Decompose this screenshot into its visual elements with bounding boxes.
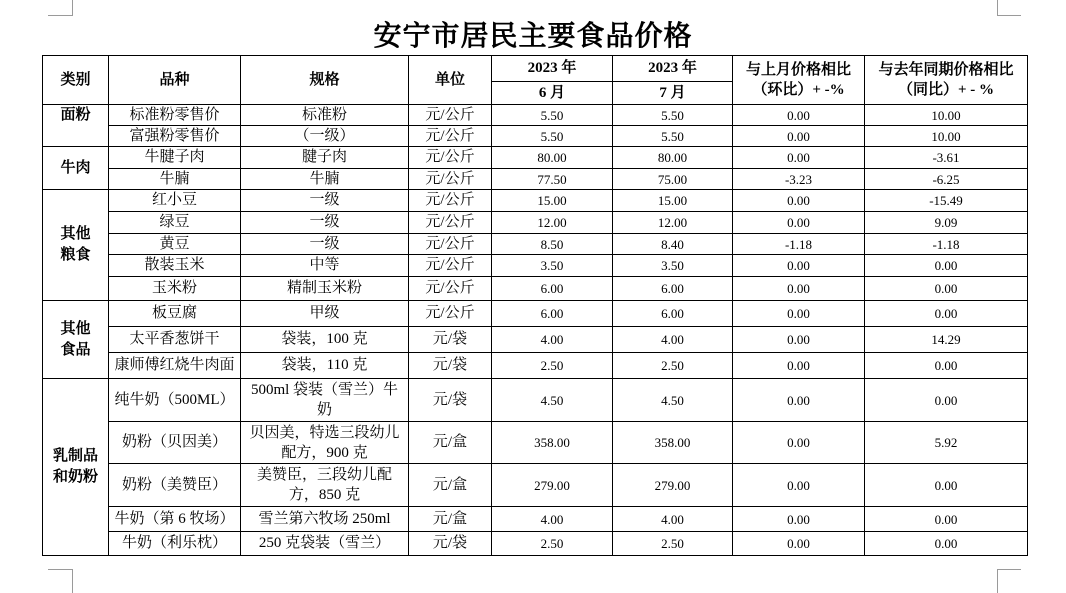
table-row bbox=[43, 379, 1028, 422]
cell-variety: 纯牛奶（500ML） bbox=[109, 379, 241, 422]
category-label: 其他 bbox=[60, 226, 91, 242]
cell-july-price: 75.00 bbox=[613, 169, 733, 190]
table-row bbox=[43, 105, 1028, 126]
cell-mom-change: 0.00 bbox=[733, 190, 865, 212]
cell-unit: 元/盒 bbox=[409, 422, 492, 464]
category-label: 乳制品 bbox=[52, 448, 98, 464]
cell-july-price: 5.50 bbox=[613, 126, 733, 147]
cell-yoy-change: -3.61 bbox=[865, 147, 1028, 169]
cell-mom-change: 0.00 bbox=[733, 464, 865, 507]
cell-june-price: 4.00 bbox=[492, 327, 613, 353]
header-june-year: 2023 年 bbox=[492, 56, 613, 82]
cell-spec: 腱子肉 bbox=[241, 147, 409, 169]
cell-july-price: 358.00 bbox=[613, 422, 733, 464]
header-variety: 品种 bbox=[109, 56, 241, 105]
cell-july-price: 2.50 bbox=[613, 353, 733, 379]
cell-june-price: 8.50 bbox=[492, 234, 613, 255]
cell-yoy-change: -15.49 bbox=[865, 190, 1028, 212]
table-row bbox=[43, 301, 1028, 327]
cell-spec: 美赞臣，三段幼儿配方，850 克 bbox=[241, 464, 409, 507]
cell-june-price: 2.50 bbox=[492, 353, 613, 379]
cell-mom-change: 0.00 bbox=[733, 105, 865, 126]
table-row bbox=[43, 126, 1028, 147]
cell-variety: 奶粉（贝因美） bbox=[109, 422, 241, 464]
cell-spec: 500ml 袋装（雪兰）牛奶 bbox=[241, 379, 409, 422]
crop-mark-top-left-horizontal bbox=[48, 15, 72, 16]
cell-unit: 元/公斤 bbox=[409, 126, 492, 147]
cell-variety: 牛奶（利乐枕） bbox=[109, 532, 241, 556]
header-mom-line-2: （环比）+ -% bbox=[752, 82, 845, 98]
cell-june-price: 15.00 bbox=[492, 190, 613, 212]
cell-mom-change: 0.00 bbox=[733, 277, 865, 301]
cell-variety: 黄豆 bbox=[109, 234, 241, 255]
cell-mom-change: 0.00 bbox=[733, 126, 865, 147]
cell-yoy-change: 0.00 bbox=[865, 507, 1028, 532]
cell-yoy-change: 14.29 bbox=[865, 327, 1028, 353]
header-july-year: 2023 年 bbox=[613, 56, 733, 82]
cell-unit: 元/袋 bbox=[409, 379, 492, 422]
table-row bbox=[43, 212, 1028, 234]
cell-yoy-change: 0.00 bbox=[865, 353, 1028, 379]
cell-july-price: 4.50 bbox=[613, 379, 733, 422]
cell-spec: 牛腩 bbox=[241, 169, 409, 190]
header-yoy-line-1: 与去年同期价格相比 bbox=[878, 62, 1014, 78]
cell-july-price: 6.00 bbox=[613, 277, 733, 301]
cell-spec: 袋装，100 克 bbox=[241, 327, 409, 353]
cell-spec: （一级） bbox=[241, 126, 409, 147]
header-yoy-line-2: （同比）+ - % bbox=[897, 82, 995, 98]
cell-spec: 贝因美，特选三段幼儿配方，900 克 bbox=[241, 422, 409, 464]
cell-yoy-change: 5.92 bbox=[865, 422, 1028, 464]
cell-june-price: 77.50 bbox=[492, 169, 613, 190]
cell-yoy-change: 0.00 bbox=[865, 255, 1028, 277]
cell-variety: 奶粉（美赞臣） bbox=[109, 464, 241, 507]
price-table bbox=[42, 55, 1028, 556]
cell-spec: 雪兰第六牧场 250ml bbox=[241, 507, 409, 532]
cell-yoy-change: -6.25 bbox=[865, 169, 1028, 190]
category-label: 粮食 bbox=[60, 247, 91, 263]
category-label: 食品 bbox=[60, 341, 91, 358]
cell-category bbox=[43, 105, 109, 147]
cell-unit: 元/公斤 bbox=[409, 147, 492, 169]
cell-spec: 一级 bbox=[241, 234, 409, 255]
cell-category bbox=[43, 147, 109, 190]
table-row bbox=[43, 169, 1028, 190]
crop-mark-top-right-horizontal bbox=[997, 15, 1021, 16]
crop-mark-top-left-vertical bbox=[72, 0, 73, 16]
cell-july-price: 279.00 bbox=[613, 464, 733, 507]
table-row bbox=[43, 255, 1028, 277]
cell-june-price: 5.50 bbox=[492, 126, 613, 147]
cell-spec: 一级 bbox=[241, 190, 409, 212]
category-label: 和奶粉 bbox=[52, 469, 98, 485]
cell-mom-change: 0.00 bbox=[733, 147, 865, 169]
cell-yoy-change: 9.09 bbox=[865, 212, 1028, 234]
cell-unit: 元/公斤 bbox=[409, 212, 492, 234]
cell-variety: 绿豆 bbox=[109, 212, 241, 234]
cell-variety: 红小豆 bbox=[109, 190, 241, 212]
category-label: 牛肉 bbox=[60, 159, 91, 176]
cell-variety: 板豆腐 bbox=[109, 301, 241, 327]
header-june-month: 6 月 bbox=[492, 82, 613, 105]
cell-unit: 元/公斤 bbox=[409, 277, 492, 301]
crop-mark-bottom-right-horizontal bbox=[997, 569, 1021, 570]
cell-june-price: 2.50 bbox=[492, 532, 613, 556]
crop-mark-bottom-left-vertical bbox=[72, 569, 73, 593]
cell-unit: 元/公斤 bbox=[409, 255, 492, 277]
cell-unit: 元/袋 bbox=[409, 532, 492, 556]
cell-variety: 牛腩 bbox=[109, 169, 241, 190]
cell-june-price: 80.00 bbox=[492, 147, 613, 169]
cell-unit: 元/公斤 bbox=[409, 190, 492, 212]
table-row bbox=[43, 507, 1028, 532]
cell-mom-change: 0.00 bbox=[733, 353, 865, 379]
table-row bbox=[43, 190, 1028, 212]
cell-spec: 甲级 bbox=[241, 301, 409, 327]
cell-spec: 标准粉 bbox=[241, 105, 409, 126]
cell-variety: 标准粉零售价 bbox=[109, 105, 241, 126]
table-row bbox=[43, 353, 1028, 379]
cell-july-price: 15.00 bbox=[613, 190, 733, 212]
cell-july-price: 4.00 bbox=[613, 507, 733, 532]
cell-july-price: 5.50 bbox=[613, 105, 733, 126]
header-category: 类别 bbox=[43, 56, 109, 105]
cell-category bbox=[43, 190, 109, 301]
header-july-month: 7 月 bbox=[613, 82, 733, 105]
cell-june-price: 4.50 bbox=[492, 379, 613, 422]
table-row bbox=[43, 327, 1028, 353]
cell-mom-change: 0.00 bbox=[733, 379, 865, 422]
cell-unit: 元/公斤 bbox=[409, 169, 492, 190]
cell-spec: 250 克袋装（雪兰） bbox=[241, 532, 409, 556]
cell-mom-change: 0.00 bbox=[733, 532, 865, 556]
cell-yoy-change: 0.00 bbox=[865, 277, 1028, 301]
header-mom-change bbox=[733, 56, 865, 105]
cell-unit: 元/公斤 bbox=[409, 301, 492, 327]
category-label: 面粉 bbox=[60, 107, 91, 123]
cell-june-price: 6.00 bbox=[492, 301, 613, 327]
cell-july-price: 8.40 bbox=[613, 234, 733, 255]
header-spec: 规格 bbox=[241, 56, 409, 105]
cell-variety: 玉米粉 bbox=[109, 277, 241, 301]
cell-mom-change: 0.00 bbox=[733, 422, 865, 464]
cell-june-price: 4.00 bbox=[492, 507, 613, 532]
header-yoy-change bbox=[865, 56, 1028, 105]
cell-category bbox=[43, 301, 109, 379]
cell-spec: 袋装，110 克 bbox=[241, 353, 409, 379]
header-row-year bbox=[43, 56, 1028, 82]
category-label: 其他 bbox=[60, 320, 91, 337]
crop-mark-top-right-vertical bbox=[997, 0, 998, 16]
cell-june-price: 3.50 bbox=[492, 255, 613, 277]
cell-june-price: 279.00 bbox=[492, 464, 613, 507]
table-row bbox=[43, 234, 1028, 255]
cell-mom-change: 0.00 bbox=[733, 507, 865, 532]
cell-spec: 精制玉米粉 bbox=[241, 277, 409, 301]
cell-category bbox=[43, 379, 109, 556]
cell-yoy-change: 0.00 bbox=[865, 379, 1028, 422]
cell-yoy-change: 10.00 bbox=[865, 105, 1028, 126]
cell-yoy-change: 10.00 bbox=[865, 126, 1028, 147]
cell-spec: 中等 bbox=[241, 255, 409, 277]
cell-variety: 散装玉米 bbox=[109, 255, 241, 277]
cell-yoy-change: -1.18 bbox=[865, 234, 1028, 255]
cell-variety: 太平香葱饼干 bbox=[109, 327, 241, 353]
header-unit: 单位 bbox=[409, 56, 492, 105]
document-title: 安宁市居民主要食品价格 bbox=[373, 21, 693, 52]
cell-variety: 康师傅红烧牛肉面 bbox=[109, 353, 241, 379]
cell-unit: 元/盒 bbox=[409, 507, 492, 532]
cell-mom-change: 0.00 bbox=[733, 212, 865, 234]
cell-spec: 一级 bbox=[241, 212, 409, 234]
cell-yoy-change: 0.00 bbox=[865, 301, 1028, 327]
cell-july-price: 4.00 bbox=[613, 327, 733, 353]
cell-june-price: 358.00 bbox=[492, 422, 613, 464]
cell-july-price: 3.50 bbox=[613, 255, 733, 277]
cell-mom-change: 0.00 bbox=[733, 301, 865, 327]
cell-variety: 富强粉零售价 bbox=[109, 126, 241, 147]
cell-unit: 元/袋 bbox=[409, 327, 492, 353]
cell-mom-change: 0.00 bbox=[733, 255, 865, 277]
cell-july-price: 12.00 bbox=[613, 212, 733, 234]
cell-july-price: 6.00 bbox=[613, 301, 733, 327]
cell-june-price: 12.00 bbox=[492, 212, 613, 234]
cell-mom-change: 0.00 bbox=[733, 327, 865, 353]
table-row bbox=[43, 422, 1028, 464]
cell-variety: 牛奶（第 6 牧场） bbox=[109, 507, 241, 532]
table-row bbox=[43, 464, 1028, 507]
cell-yoy-change: 0.00 bbox=[865, 464, 1028, 507]
cell-unit: 元/公斤 bbox=[409, 234, 492, 255]
cell-mom-change: -1.18 bbox=[733, 234, 865, 255]
cell-june-price: 5.50 bbox=[492, 105, 613, 126]
cell-mom-change: -3.23 bbox=[733, 169, 865, 190]
cell-yoy-change: 0.00 bbox=[865, 532, 1028, 556]
crop-mark-bottom-right-vertical bbox=[997, 569, 998, 593]
header-mom-line-1: 与上月价格相比 bbox=[745, 62, 851, 78]
table-row bbox=[43, 147, 1028, 169]
cell-unit: 元/盒 bbox=[409, 464, 492, 507]
table-row bbox=[43, 532, 1028, 556]
cell-unit: 元/袋 bbox=[409, 353, 492, 379]
cell-unit: 元/公斤 bbox=[409, 105, 492, 126]
cell-variety: 牛腱子肉 bbox=[109, 147, 241, 169]
cell-july-price: 2.50 bbox=[613, 532, 733, 556]
table-row bbox=[43, 277, 1028, 301]
cell-june-price: 6.00 bbox=[492, 277, 613, 301]
crop-mark-bottom-left-horizontal bbox=[48, 569, 72, 570]
cell-july-price: 80.00 bbox=[613, 147, 733, 169]
